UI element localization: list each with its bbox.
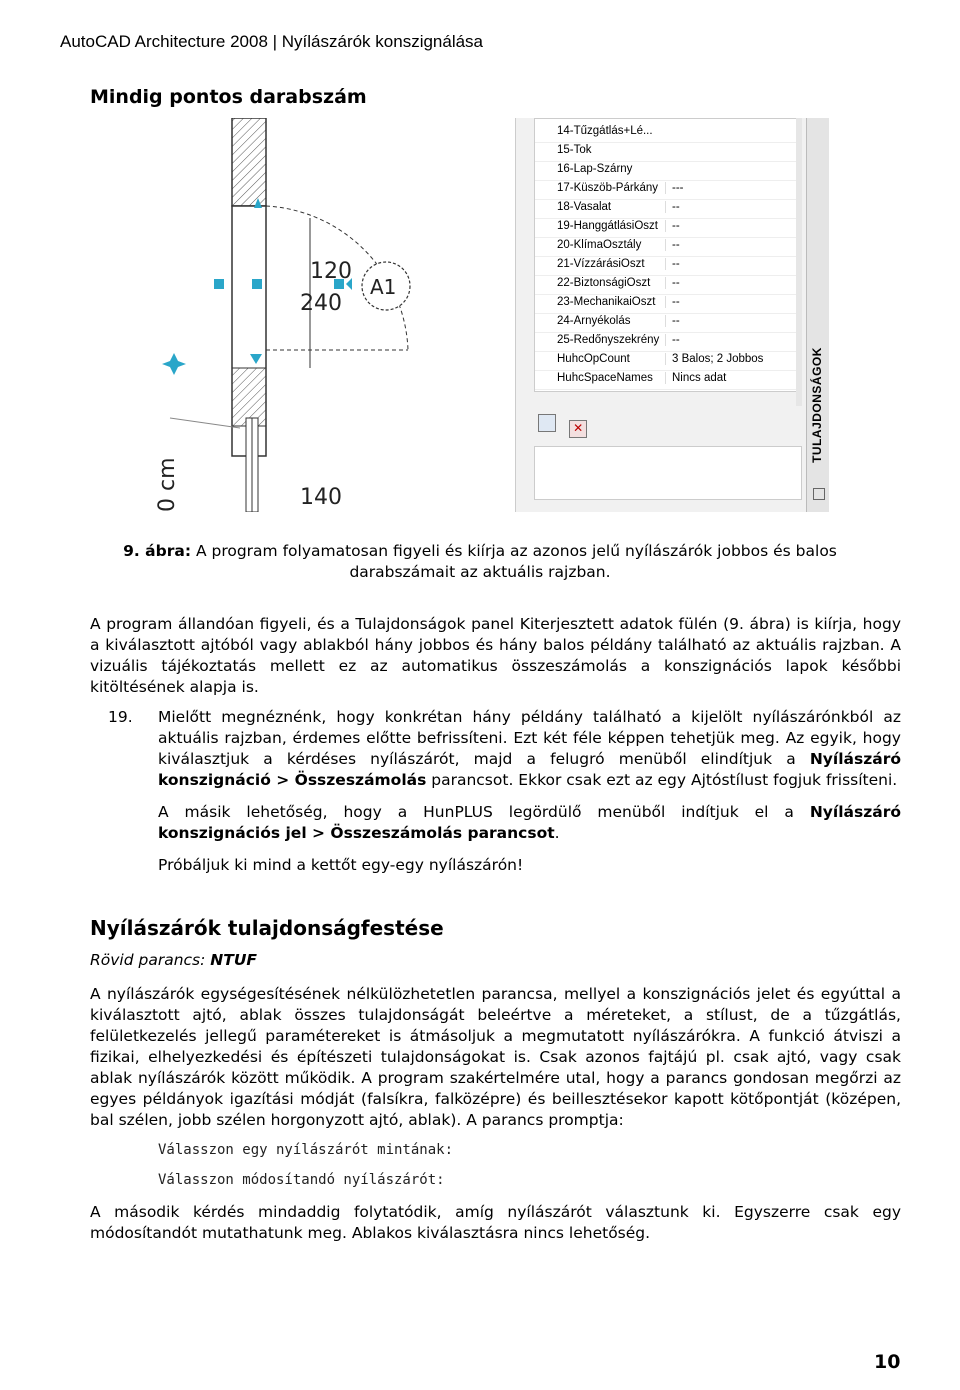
section-title-2: Nyílászárók tulajdonságfestése bbox=[90, 916, 444, 940]
paragraph: A program állandóan figyeli, és a Tulajdonságok panel Kiterjesztett adatok fülén (9. ábra) is kiírja, hogy a kiválasztott ajtóból vagy ablakból hány jobbos és hány balos példány található az aktuális rajzban. A vizuális tájékoztatás mellett ez az automatikus összeszámolás a konszignációs lapok későbbi kitöltésének alapja is. bbox=[90, 615, 901, 696]
panel-title: TULAJDONSÁGOK bbox=[810, 347, 824, 463]
property-name: 21-VízzárásiOszt bbox=[557, 258, 645, 270]
shortcut-label: Rövid parancs: bbox=[90, 951, 211, 969]
property-row[interactable] bbox=[535, 218, 801, 238]
grip-marker[interactable] bbox=[252, 279, 262, 289]
property-row[interactable] bbox=[535, 256, 801, 276]
property-name: 19-HanggátlásiOszt bbox=[557, 220, 658, 232]
figure-caption bbox=[110, 541, 850, 583]
panel-scrollbar[interactable] bbox=[796, 118, 802, 406]
step-command-b: Nyílászáró konszignációs jel > Összeszámolás parancsot bbox=[158, 803, 901, 842]
grip-marker[interactable] bbox=[162, 353, 186, 375]
property-value: -- bbox=[665, 220, 802, 232]
property-value: -- bbox=[665, 201, 802, 213]
properties-table bbox=[534, 118, 802, 392]
dim-label-240: 240 bbox=[300, 291, 342, 316]
property-row[interactable] bbox=[535, 161, 801, 181]
property-value: -- bbox=[665, 258, 802, 270]
property-row[interactable] bbox=[535, 275, 801, 295]
step-paragraph-2 bbox=[158, 802, 901, 844]
property-row[interactable] bbox=[535, 332, 801, 352]
property-name: 25-Redőnyszekrény bbox=[557, 334, 660, 346]
step-paragraph bbox=[158, 707, 901, 791]
property-row[interactable] bbox=[535, 199, 801, 219]
step-command-a: Nyílászáró konszignáció > Összeszámolás bbox=[158, 750, 901, 789]
step-text-b: parancsot. Ekkor csak ezt az egy Ajtóstílust fogjuk frissíteni. bbox=[426, 771, 898, 789]
tag-label: A1 bbox=[370, 275, 397, 299]
properties-panel bbox=[515, 118, 828, 512]
property-name: 23-MechanikaiOszt bbox=[557, 296, 656, 308]
property-name: HuhcOpCount bbox=[557, 353, 630, 365]
wall-hatch-upper bbox=[232, 118, 266, 206]
step-text-c: A másik lehetőség, hogy a HunPLUS legördülő menüből indítjuk el a bbox=[158, 803, 810, 821]
command-prompt: Válasszon módosítandó nyílászárót: bbox=[158, 1172, 445, 1188]
property-value: -- bbox=[665, 334, 802, 346]
property-row[interactable] bbox=[535, 351, 801, 371]
caption-text: A program folyamatosan figyeli és kiírja az azonos jelű nyílászárók jobbos és balos darabszámait az aktuális rajzban. bbox=[191, 542, 837, 581]
clear-selection-icon[interactable]: ✕ bbox=[569, 420, 587, 438]
property-row[interactable] bbox=[535, 313, 801, 333]
property-name: 22-BiztonságiOszt bbox=[557, 277, 651, 289]
panel-preview-box bbox=[534, 446, 802, 500]
shortcut-line bbox=[90, 951, 257, 969]
property-name: 15-Tok bbox=[557, 144, 592, 156]
panel-title-strip bbox=[806, 118, 829, 512]
property-value: -- bbox=[665, 296, 802, 308]
property-row[interactable] bbox=[535, 142, 801, 162]
page-number: 10 bbox=[874, 1351, 901, 1373]
property-value: -- bbox=[665, 315, 802, 327]
property-row[interactable] bbox=[535, 123, 801, 143]
property-value: Nincs adat bbox=[665, 372, 802, 384]
dim-label-cm: 0 cm bbox=[155, 457, 180, 512]
paragraph-2: A nyílászárók egységesítésének nélkülözhetetlen parancsa, mellyel a konszignációs jelet és egyúttal a kiválasztott ajtó, ablak összes tulajdonságát beleértve a méreteket, a stílust, de a tűzgátlás, felületkezelés jellegű paramétereket is átmásoljuk a megmutatott nyílászárókra. A funkció átviszi a fizikai, elhelyezkedési és építészeti tulajdonságokat is. Csak azonos fajtájú pl. csak ajtó, vagy csak ablak nyílászárók között működik. A program szakértelmére utal, hogy a parancs gondosan megőrzi az egyes példányok igazítási módját (falsíkra, falközépre) és beillesztésekor kapott kötőpontját (középen, bal szélen, jobb szélen horgonyzott ajtó, ablak). A parancs promptja: bbox=[90, 985, 901, 1129]
dim-label-120: 120 bbox=[310, 259, 352, 284]
step-number: 19. bbox=[108, 708, 133, 726]
property-value: -- bbox=[665, 239, 802, 251]
property-name: 17-Küszöb-Párkány bbox=[557, 182, 658, 194]
cad-drawing-figure bbox=[150, 118, 420, 512]
command-prompt: Válasszon egy nyílászárót mintának: bbox=[158, 1142, 454, 1158]
section-title: Mindig pontos darabszám bbox=[90, 86, 367, 108]
grip-marker[interactable] bbox=[214, 279, 224, 289]
property-row[interactable] bbox=[535, 237, 801, 257]
dim-label-140: 140 bbox=[300, 485, 342, 510]
shortcut-value: NTUF bbox=[210, 951, 258, 969]
panel-toolbar bbox=[534, 414, 800, 436]
property-row[interactable] bbox=[535, 180, 801, 200]
quick-select-icon[interactable] bbox=[538, 414, 556, 432]
paragraph-3: A második kérdés mindaddig folytatódik, amíg nyílászárót választunk ki. Egyszerre csak egy módosítandót mutathatunk meg. Ablakos kiválasztásra nincs lehetőség. bbox=[90, 1203, 901, 1242]
property-name: HuhcSpaceNames bbox=[557, 372, 653, 384]
step-text-a: Mielőtt megnéznénk, hogy konkrétan hány példány található a kijelölt nyílászárónkból az aktuális rajzban, érdemes előtte befrissíteni. Ezt két féle képpen tehetjük meg. Az egyik, hogy kiválasztjuk a kérdéses nyílászárót, majd a felugró menüből elindítjuk a bbox=[158, 708, 901, 768]
property-name: 16-Lap-Szárny bbox=[557, 163, 633, 175]
property-value: -- bbox=[665, 277, 802, 289]
step-text-d: . bbox=[554, 824, 560, 842]
property-name: 24-Árnyékolás bbox=[557, 315, 631, 327]
step-paragraph-3: Próbáljuk ki mind a kettőt egy-egy nyílászárón! bbox=[158, 856, 524, 874]
property-name: 14-Tűzgátlás+Lé... bbox=[557, 125, 653, 137]
panel-menu-icon[interactable] bbox=[813, 488, 825, 500]
property-row[interactable] bbox=[535, 294, 801, 314]
running-header: AutoCAD Architecture 2008 | Nyílászárók konszignálása bbox=[60, 32, 484, 51]
wall-hatch-lower bbox=[232, 368, 266, 426]
property-name: 18-Vasalat bbox=[557, 201, 612, 213]
caption-label: 9. ábra: bbox=[123, 542, 192, 560]
property-value: --- bbox=[665, 182, 802, 194]
property-value: 3 Balos; 2 Jobbos bbox=[665, 353, 802, 365]
property-row[interactable] bbox=[535, 370, 801, 390]
property-name: 20-KlímaOsztály bbox=[557, 239, 642, 251]
